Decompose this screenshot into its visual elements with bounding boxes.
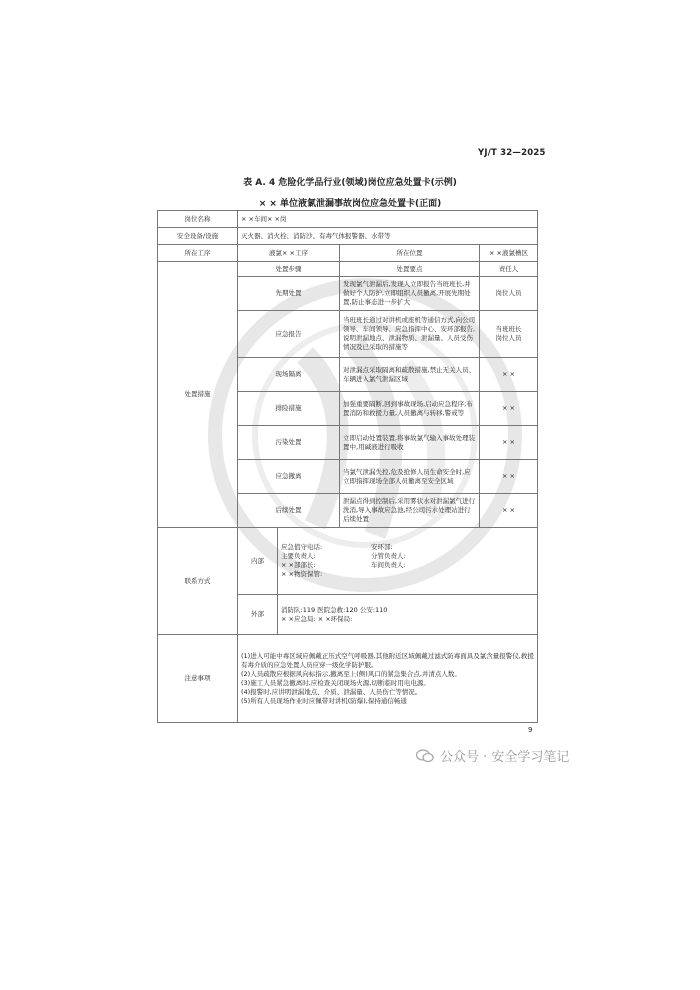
brand-text: 公众号 · 安全学习笔记: [440, 750, 570, 765]
step-point: 发现氯气泄漏后,发现人立即报告当班班长,并做好个人防护,立即组织人员撤离,开展先期处置,防止事态进一步扩大: [340, 277, 480, 311]
step-point: 当班班长通过对讲机或座机等通信方式,向公司领导、车间领导、应急指挥中心、安环部报告,说明泄漏地点、泄漏物质、泄漏量、人员受伤情况及已采取的措施等: [340, 311, 480, 358]
step-person: × ×: [480, 426, 538, 460]
wechat-icon: [416, 749, 434, 763]
internal-label: 内部: [238, 528, 278, 595]
step-point: 立即启动处置装置,将事故氯气输入事故处理装置中,用碱液进行吸收: [340, 426, 480, 460]
step-point: 泄漏点得到控制后,采用雾状水对泄漏氯气进行洗消,导入事故应急池,经公司污水处理站进行后续处置: [340, 494, 480, 528]
measures-label: 处置措施: [158, 262, 238, 528]
person-header: 责任人: [480, 262, 538, 277]
process-value: 液氯× ×工序: [238, 245, 340, 262]
card-title: × × 单位液氯泄漏事故岗位应急处置卡(正面): [258, 199, 442, 209]
internal-contacts: 应急值守电话: 安环部: 主要负责人: 分管负责人: × ×部部长: 车间负责人: × ×物资保管:: [278, 528, 538, 595]
step-name: 排险措施: [238, 392, 340, 426]
contact-label: 联系方式: [158, 528, 238, 635]
step-name: 应急报告: [238, 311, 340, 358]
step-person: × ×: [480, 460, 538, 494]
process-label: 所在工序: [158, 245, 238, 262]
location-label: 所在位置: [340, 245, 480, 262]
external-label: 外部: [238, 595, 278, 635]
notes-list: (1)进入可能中毒区域应佩戴正压式空气呼吸器,其他附近区域佩戴过滤式防毒面具及氯含量报警仪,救援有毒介质的应急处置人员应穿一级化学防护服。 (2)人员疏散应根据风向标指示,撤离至上(侧)风口的紧急集合点,并清点人数。 (3)施工人员紧急撤离时,应检查关闭现场火源,切断临时用电电源。 (4)报警时,应讲明泄漏地点、介质、泄漏量、人员伤亡等情况。 (5)所有人员现场作业时应佩带对讲机(防爆),保持通信畅通: [238, 635, 538, 723]
page-number: 9: [528, 726, 533, 734]
step-person: × ×: [480, 358, 538, 392]
step-person: 岗位人员: [480, 277, 538, 311]
step-point: 对泄漏点采取隔离和疏散措施,禁止无关人员、车辆进入氯气泄漏区域: [340, 358, 480, 392]
step-name: 污染处置: [238, 426, 340, 460]
step-name: 先期处置: [238, 277, 340, 311]
step-person: 当班班长 岗位人员: [480, 311, 538, 358]
step-point: 当氯气泄漏失控,危及抢修人员生命安全时,应立即指挥现场全部人员撤离至安全区域: [340, 460, 480, 494]
brand-watermark: [416, 746, 569, 765]
notes-label: 注意事项: [158, 635, 238, 723]
step-person: × ×: [480, 392, 538, 426]
external-contacts: 消防队:119 医院急救:120 公安:110 × ×应急局: × ×环保局:: [278, 595, 538, 635]
step-person: × ×: [480, 494, 538, 528]
table-caption: 表 A. 4 危险化学品行业(领域)岗位应急处置卡(示例): [243, 178, 457, 188]
step-name: 现场隔离: [238, 358, 340, 392]
post-name-label: 岗位名称: [158, 211, 238, 228]
emergency-card-table: [157, 210, 538, 723]
step-header: 处置步骤: [238, 262, 340, 277]
step-name: 应急撤离: [238, 460, 340, 494]
equipment-value: 灭火器、消火栓、消防沙、有毒气体报警器、水带等: [238, 228, 538, 245]
point-header: 处置要点: [340, 262, 480, 277]
location-value: × ×液氯槽区: [480, 245, 538, 262]
standard-number: YJ/T 32—2025: [478, 148, 546, 158]
step-point: 加强重要隔断,回到事故现场,启动应急程序;布置消防和救援力量,人员撤离与转移,警戒等: [340, 392, 480, 426]
equipment-label: 安全设备/设施: [158, 228, 238, 245]
post-name-value: × ×车间× ×岗: [238, 211, 538, 228]
step-name: 后续处置: [238, 494, 340, 528]
